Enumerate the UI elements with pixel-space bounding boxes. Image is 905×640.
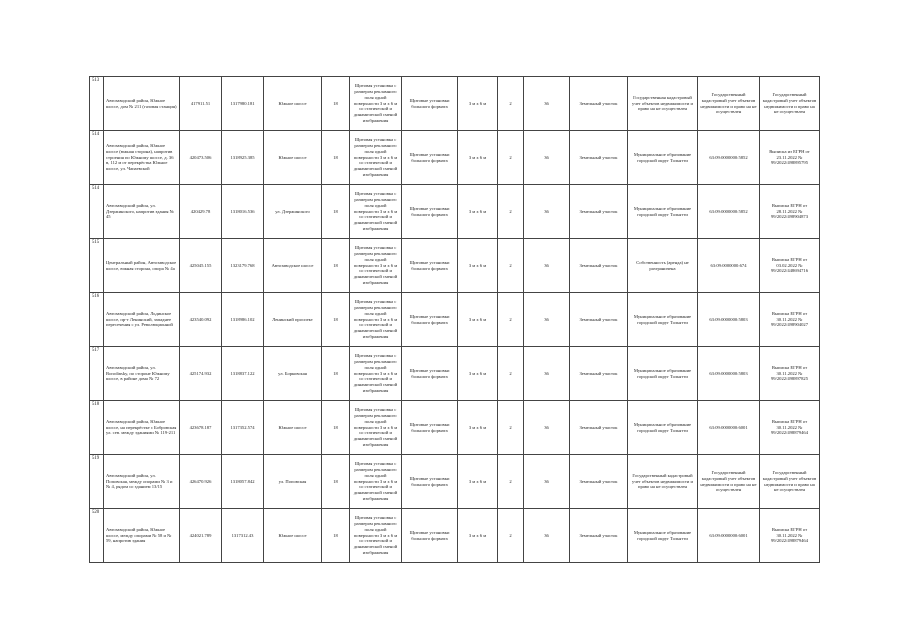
total-area-cell: 36: [524, 401, 570, 455]
row-number: 517: [90, 347, 104, 401]
total-area-cell: 36: [524, 131, 570, 185]
sides-count-cell: 2: [498, 131, 524, 185]
area-cell: 18: [322, 455, 350, 509]
row-number: 516: [90, 293, 104, 347]
row-number: 520: [90, 509, 104, 563]
table-body: [90, 77, 820, 563]
address-cell: Автозаводский район, Южное шоссе, на перекрёстке с Бобровская ул. сев. между зданиями № 119-211: [104, 401, 180, 455]
construction-kind-cell: Щитовые установки большого формата: [402, 293, 458, 347]
coord-x-cell: 417911.51: [180, 77, 222, 131]
address-cell: Автозаводский район, ул. Borodinsky, по стороне Южному шоссе, в районе дома № 72: [104, 347, 180, 401]
land-category-cell: Земельный участок: [570, 77, 628, 131]
cadastral-number-cell: 63:09:0000000:5852: [698, 131, 760, 185]
cadastral-number-cell: Государственный кадастровый учет объектов недвижимости и право на не осуществлен: [698, 455, 760, 509]
coord-y-cell: 1317980.181: [222, 77, 264, 131]
sides-count-cell: 2: [498, 509, 524, 563]
coord-y-cell: 1318016.536: [222, 185, 264, 239]
total-area-cell: 36: [524, 77, 570, 131]
street-cell: Южное шоссе: [264, 77, 322, 131]
row-number: 514: [90, 131, 104, 185]
area-cell: 18: [322, 239, 350, 293]
coord-x-cell: 423540.092: [180, 293, 222, 347]
coord-y-cell: 1318986.102: [222, 293, 264, 347]
construction-type-cell: Щитовая установка с размером рекламного поля одной поверхности 3 м х 6 м со статической и динамической сменой изображения: [350, 347, 402, 401]
construction-type-cell: Щитовая установка с размером рекламного поля одной поверхности 3 м х 6 м со статической и динамической сменой изображения: [350, 509, 402, 563]
land-category-cell: Земельный участок: [570, 455, 628, 509]
field-size-cell: 3 м х 6 м: [458, 185, 498, 239]
coord-y-cell: 1317352.574: [222, 401, 264, 455]
construction-kind-cell: Щитовые установки большого формата: [402, 185, 458, 239]
sides-count-cell: 2: [498, 239, 524, 293]
owner-cell: Муниципальное образование городской округ Тольятти: [628, 347, 698, 401]
area-cell: 18: [322, 293, 350, 347]
street-cell: Южное шоссе: [264, 509, 322, 563]
total-area-cell: 36: [524, 239, 570, 293]
total-area-cell: 36: [524, 185, 570, 239]
coord-y-cell: 1318057.842: [222, 455, 264, 509]
field-size-cell: 3 м х 6 м: [458, 131, 498, 185]
street-cell: Ленинский проспект: [264, 293, 322, 347]
egrn-extract-cell: Выписка ЕГРН от 30.11.2022 № 99/2022/498879464: [760, 401, 820, 455]
row-number: 515: [90, 239, 104, 293]
construction-kind-cell: Щитовые установки большого формата: [402, 77, 458, 131]
owner-cell: Муниципальное образование городской округ Тольятти: [628, 401, 698, 455]
address-cell: Автозаводский район, ул. Поповская, между опорами № 3 и № 4, рядом со зданием 13/15: [104, 455, 180, 509]
construction-type-cell: Щитовая установка с размером рекламного поля одной поверхности 3 м х 6 м со статической и динамической сменой изображения: [350, 77, 402, 131]
sides-count-cell: 2: [498, 185, 524, 239]
street-cell: Южное шоссе: [264, 131, 322, 185]
construction-type-cell: Щитовая установка с размером рекламного поля одной поверхности 3 м х 6 м со статической и динамической сменой изображения: [350, 293, 402, 347]
advertising-register-table: [89, 76, 820, 563]
area-cell: 18: [322, 509, 350, 563]
construction-kind-cell: Щитовые установки большого формата: [402, 347, 458, 401]
construction-kind-cell: Щитовые установки большого формата: [402, 131, 458, 185]
table-row: [90, 401, 820, 455]
coord-x-cell: 420429.78: [180, 185, 222, 239]
total-area-cell: 36: [524, 293, 570, 347]
street-cell: ул. Дзержинского: [264, 185, 322, 239]
land-category-cell: Земельный участок: [570, 509, 628, 563]
construction-kind-cell: Щитовые установки большого формата: [402, 401, 458, 455]
coord-y-cell: 1317312.43: [222, 509, 264, 563]
field-size-cell: 3 м х 6 м: [458, 401, 498, 455]
total-area-cell: 36: [524, 455, 570, 509]
address-cell: Центральный район, Автозаводское шоссе, южная сторона, опора № 4а: [104, 239, 180, 293]
street-cell: ул. Поповская: [264, 455, 322, 509]
cadastral-number-cell: 63:09:0000000:674: [698, 239, 760, 293]
owner-cell: Муниципальное образование городской округ Тольятти: [628, 185, 698, 239]
owner-cell: Собственность (аренда) не разграничена: [628, 239, 698, 293]
document-page: [89, 76, 819, 563]
address-cell: Автозаводский район, ул. Дзержинского, напротив здания № 45: [104, 185, 180, 239]
area-cell: 18: [322, 185, 350, 239]
land-category-cell: Земельный участок: [570, 293, 628, 347]
field-size-cell: 3 м х 6 м: [458, 509, 498, 563]
table-row: [90, 509, 820, 563]
coord-x-cell: 426470.926: [180, 455, 222, 509]
construction-type-cell: Щитовая установка с размером рекламного поля одной поверхности 3 м х 6 м со статической и динамической сменой изображения: [350, 185, 402, 239]
owner-cell: Муниципальное образование городской округ Тольятти: [628, 293, 698, 347]
owner-cell: Муниципальное образование городской округ Тольятти: [628, 509, 698, 563]
cadastral-number-cell: 63:09:0000000:5803: [698, 293, 760, 347]
field-size-cell: 3 м х 6 м: [458, 77, 498, 131]
street-cell: Южное шоссе: [264, 401, 322, 455]
coord-x-cell: 420473.506: [180, 131, 222, 185]
cadastral-number-cell: 63:09:0000000:5852: [698, 185, 760, 239]
address-cell: Автозаводский район, Льдинское шоссе, пр-т Ленинский, западнее пересечения с ул. Революционной: [104, 293, 180, 347]
coord-y-cell: 1318925.385: [222, 131, 264, 185]
area-cell: 18: [322, 131, 350, 185]
egrn-extract-cell: Выписка ЕГРН от 03.02.2022 № 99/2022/448694716: [760, 239, 820, 293]
table-row: [90, 293, 820, 347]
street-cell: ул. Борковская: [264, 347, 322, 401]
land-category-cell: Земельный участок: [570, 131, 628, 185]
field-size-cell: 3 м х 6 м: [458, 293, 498, 347]
owner-cell: Государственный кадастровый учет объектов недвижимости и право на не осуществлен: [628, 455, 698, 509]
table-row: [90, 77, 820, 131]
row-number: 518: [90, 401, 104, 455]
total-area-cell: 36: [524, 509, 570, 563]
land-category-cell: Земельный участок: [570, 185, 628, 239]
egrn-extract-cell: Государственный кадастровый учет объектов недвижимости и право на не осуществлен: [760, 455, 820, 509]
table-row: [90, 185, 820, 239]
area-cell: 18: [322, 347, 350, 401]
construction-kind-cell: Щитовые установки большого формата: [402, 239, 458, 293]
construction-type-cell: Щитовая установка с размером рекламного поля одной поверхности 3 м х 6 м со статической и динамической сменой изображения: [350, 401, 402, 455]
coord-x-cell: 424021.789: [180, 509, 222, 563]
coord-x-cell: 425174.932: [180, 347, 222, 401]
land-category-cell: Земельный участок: [570, 347, 628, 401]
coord-x-cell: 423678.187: [180, 401, 222, 455]
owner-cell: Муниципальное образование городской округ Тольятти: [628, 131, 698, 185]
table-row: [90, 455, 820, 509]
cadastral-number-cell: 63:09:0000000:6001: [698, 401, 760, 455]
field-size-cell: 3 м х 6 м: [458, 239, 498, 293]
address-cell: Автозаводский район, Южное шоссе (южная сторона), напротив строения по Южному шоссе, д. 36 в, 112 м от перекрёстка Южное шоссе, ул. Чапаевской: [104, 131, 180, 185]
construction-type-cell: Щитовая установка с размером рекламного поля одной поверхности 3 м х 6 м со статической и динамической сменой изображения: [350, 239, 402, 293]
sides-count-cell: 2: [498, 77, 524, 131]
sides-count-cell: 2: [498, 401, 524, 455]
egrn-extract-cell: Выписка ЕГРН от 30.11.2022 № 99/2022/498879464: [760, 509, 820, 563]
sides-count-cell: 2: [498, 347, 524, 401]
owner-cell: Государственная кадастровый учет объектов недвижимости и право на не осуществлен: [628, 77, 698, 131]
cadastral-number-cell: 63:09:0000000:5803: [698, 347, 760, 401]
row-number: 519: [90, 455, 104, 509]
sides-count-cell: 2: [498, 455, 524, 509]
egrn-extract-cell: Государственный кадастровый учет объектов недвижимости и право на не осуществлен: [760, 77, 820, 131]
land-category-cell: Земельный участок: [570, 401, 628, 455]
field-size-cell: 3 м х 6 м: [458, 347, 498, 401]
coord-y-cell: 1318837.122: [222, 347, 264, 401]
row-number: 513: [90, 77, 104, 131]
egrn-extract-cell: Выписка ЕГРН от 30.11.2022 № 99/2022/498904027: [760, 293, 820, 347]
construction-type-cell: Щитовая установка с размером рекламного поля одной поверхности 3 м х 6 м со статической и динамической сменой изображения: [350, 131, 402, 185]
land-category-cell: Земельный участок: [570, 239, 628, 293]
total-area-cell: 36: [524, 347, 570, 401]
egrn-extract-cell: Выписка ЕГРН от 28.11.2022 № 99/2022/498904873: [760, 185, 820, 239]
table-row: [90, 239, 820, 293]
cadastral-number-cell: Государственный кадастровый учет объектов недвижимости и право на не осуществлен: [698, 77, 760, 131]
construction-kind-cell: Щитовые установки большого формата: [402, 509, 458, 563]
construction-kind-cell: Щитовые установки большого формата: [402, 455, 458, 509]
street-cell: Автозаводское шоссе: [264, 239, 322, 293]
row-number: 514: [90, 185, 104, 239]
egrn-extract-cell: Выписка ЕГРН от 30.11.2022 № 99/2022/498897825: [760, 347, 820, 401]
address-cell: Автозаводский район, Южное шоссе, дом № 211 (газовая станция): [104, 77, 180, 131]
coord-x-cell: 425045.155: [180, 239, 222, 293]
table-row: [90, 131, 820, 185]
construction-type-cell: Щитовая установка с размером рекламного поля одной поверхности 3 м х 6 м со статической и динамической сменой изображения: [350, 455, 402, 509]
field-size-cell: 3 м х 6 м: [458, 455, 498, 509]
egrn-extract-cell: Выписка из ЕГРН от 23.11.2022 № 99/2022/498895795: [760, 131, 820, 185]
table-row: [90, 347, 820, 401]
coord-y-cell: 1323179.768: [222, 239, 264, 293]
sides-count-cell: 2: [498, 293, 524, 347]
cadastral-number-cell: 63:09:0000000:6001: [698, 509, 760, 563]
address-cell: Автозаводский район, Южное шоссе, между опорами № 58 и № 59, напротив здания: [104, 509, 180, 563]
area-cell: 18: [322, 77, 350, 131]
area-cell: 18: [322, 401, 350, 455]
